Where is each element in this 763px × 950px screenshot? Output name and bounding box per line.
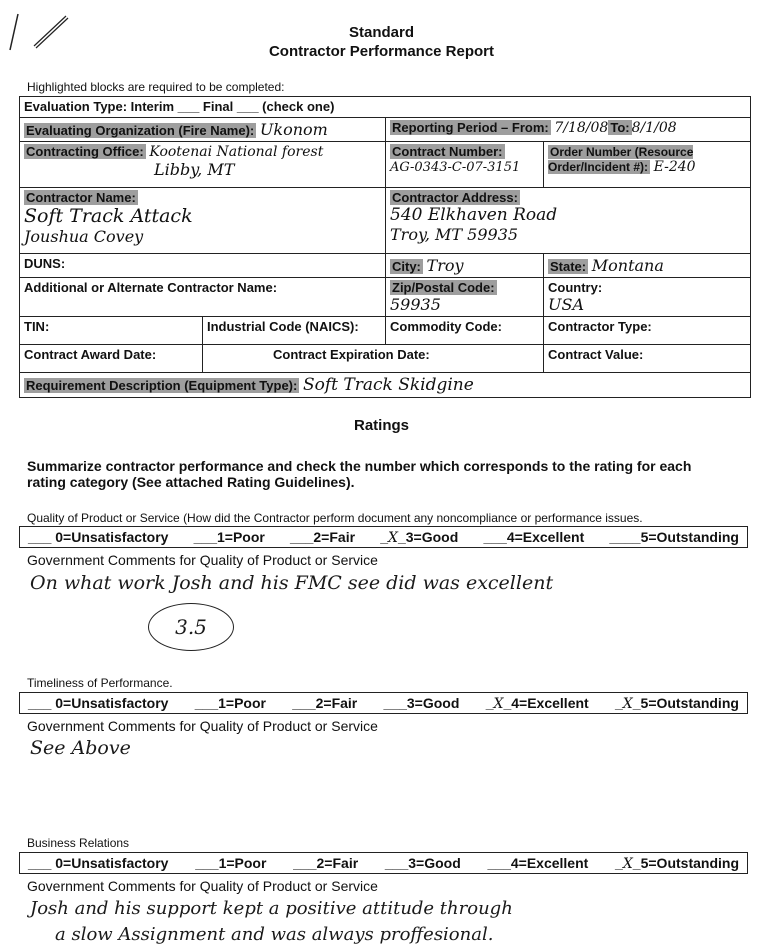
timeliness-comment: See Above [30, 737, 131, 759]
evaluating-org-cell[interactable]: Evaluating Organization (Fire Name): Ukonom [20, 118, 386, 142]
tin-cell[interactable]: TIN: [20, 317, 203, 345]
contract-number-cell[interactable]: Contract Number: AG-0343-C-07-3151 [386, 142, 544, 188]
duns-cell[interactable]: DUNS: [20, 254, 386, 278]
contractor-type-cell[interactable]: Contractor Type: [544, 317, 751, 345]
commodity-cell[interactable]: Commodity Code: [386, 317, 544, 345]
quality-option-0[interactable]: ___ 0=Unsatisfactory [28, 529, 169, 545]
business-option-0[interactable]: ___ 0=Unsatisfactory [28, 855, 169, 871]
order-number-cell[interactable]: Order Number (Resource Order/Incident #): E-240 [544, 142, 751, 188]
quality-rating-row [19, 526, 748, 548]
timeliness-option-4[interactable]: _X_4=Excellent [485, 694, 589, 712]
state-cell[interactable]: State: Montana [544, 254, 751, 278]
contract-value-cell[interactable]: Contract Value: [544, 345, 751, 373]
zip-cell[interactable]: Zip/Postal Code: 59935 [386, 278, 544, 317]
business-option-5[interactable]: _X_5=Outstanding [615, 854, 739, 872]
report-title-line1: Standard [348, 24, 414, 41]
city-cell[interactable]: City: Troy [386, 254, 544, 278]
report-title-line2: Contractor Performance Report [268, 43, 495, 60]
contractor-name-cell[interactable]: Contractor Name: Soft Track Attack Joushua Covey [20, 188, 386, 254]
timeliness-option-5[interactable]: _X_5=Outstanding [614, 694, 739, 712]
timeliness-rating-row [19, 692, 748, 714]
timeliness-option-1[interactable]: ___1=Poor [194, 695, 266, 711]
timeliness-check-mark-4: X [493, 695, 504, 712]
quality-check-mark: X [388, 529, 398, 546]
evaluation-type-cell[interactable]: Evaluation Type: Interim ___ Final ___ (check one) [20, 97, 751, 118]
business-comment-line2: a slow Assignment and was always proffesional. [55, 924, 494, 945]
timeliness-check-mark-5: X [622, 695, 633, 712]
timeliness-comments-label: Government Comments for Quality of Product or Service [27, 718, 378, 734]
alternate-name-cell[interactable]: Additional or Alternate Contractor Name: [20, 278, 386, 317]
ratings-summary-line2: rating category (See attached Rating Guidelines). [27, 474, 355, 490]
business-option-3[interactable]: ___3=Good [384, 855, 461, 871]
business-option-4[interactable]: ___4=Excellent [487, 855, 589, 871]
quality-option-1[interactable]: ___1=Poor [193, 529, 265, 545]
contractor-info-table [19, 96, 751, 398]
quality-section-title: Quality of Product or Service (How did the Contractor perform document any noncompliance or performance issues. [27, 511, 643, 525]
business-section-title: Business Relations [27, 836, 130, 850]
timeliness-option-0[interactable]: ___ 0=Unsatisfactory [28, 695, 169, 711]
ratings-summary-line1: Summarize contractor performance and check the number which corresponds to the rating for each [27, 458, 692, 474]
business-comments-label: Government Comments for Quality of Product or Service [27, 878, 378, 894]
business-comment-line1: Josh and his support kept a positive attitude through [30, 898, 513, 919]
reporting-period-cell[interactable]: Reporting Period – From: 7/18/08 To: 8/1/08 [386, 118, 751, 142]
naics-cell[interactable]: Industrial Code (NAICS): [203, 317, 386, 345]
country-cell[interactable]: Country: USA [544, 278, 751, 317]
business-check-mark: X [622, 855, 633, 872]
quality-option-3[interactable]: _X_3=Good [380, 528, 459, 546]
quality-option-5[interactable]: ____5=Outstanding [609, 529, 739, 545]
timeliness-option-3[interactable]: ___3=Good [383, 695, 460, 711]
quality-option-4[interactable]: ___4=Excellent [483, 529, 585, 545]
contracting-office-cell[interactable]: Contracting Office: Kootenai National forest Libby, MT [20, 142, 386, 188]
instructions: Highlighted blocks are required to be completed: [27, 80, 285, 94]
requirement-cell[interactable]: Requirement Description (Equipment Type): Soft Track Skidgine [20, 373, 751, 398]
award-date-cell[interactable]: Contract Award Date: [20, 345, 203, 373]
quality-comment: On what work Josh and his FMC see did was excellent [30, 572, 554, 594]
quality-comments-label: Government Comments for Quality of Product or Service [27, 552, 378, 568]
business-option-1[interactable]: ___1=Poor [195, 855, 267, 871]
business-rating-row [19, 852, 748, 874]
expiration-date-cell[interactable]: Contract Expiration Date: [203, 345, 544, 373]
ratings-heading: Ratings [353, 417, 409, 434]
timeliness-section-title: Timeliness of Performance. [27, 676, 173, 690]
contractor-address-cell[interactable]: Contractor Address: 540 Elkhaven Road Troy, MT 59935 [386, 188, 751, 254]
timeliness-option-2[interactable]: ___2=Fair [292, 695, 358, 711]
circled-score: 3.5 [148, 603, 234, 651]
quality-option-2[interactable]: ___2=Fair [290, 529, 356, 545]
business-option-2[interactable]: ___2=Fair [293, 855, 359, 871]
